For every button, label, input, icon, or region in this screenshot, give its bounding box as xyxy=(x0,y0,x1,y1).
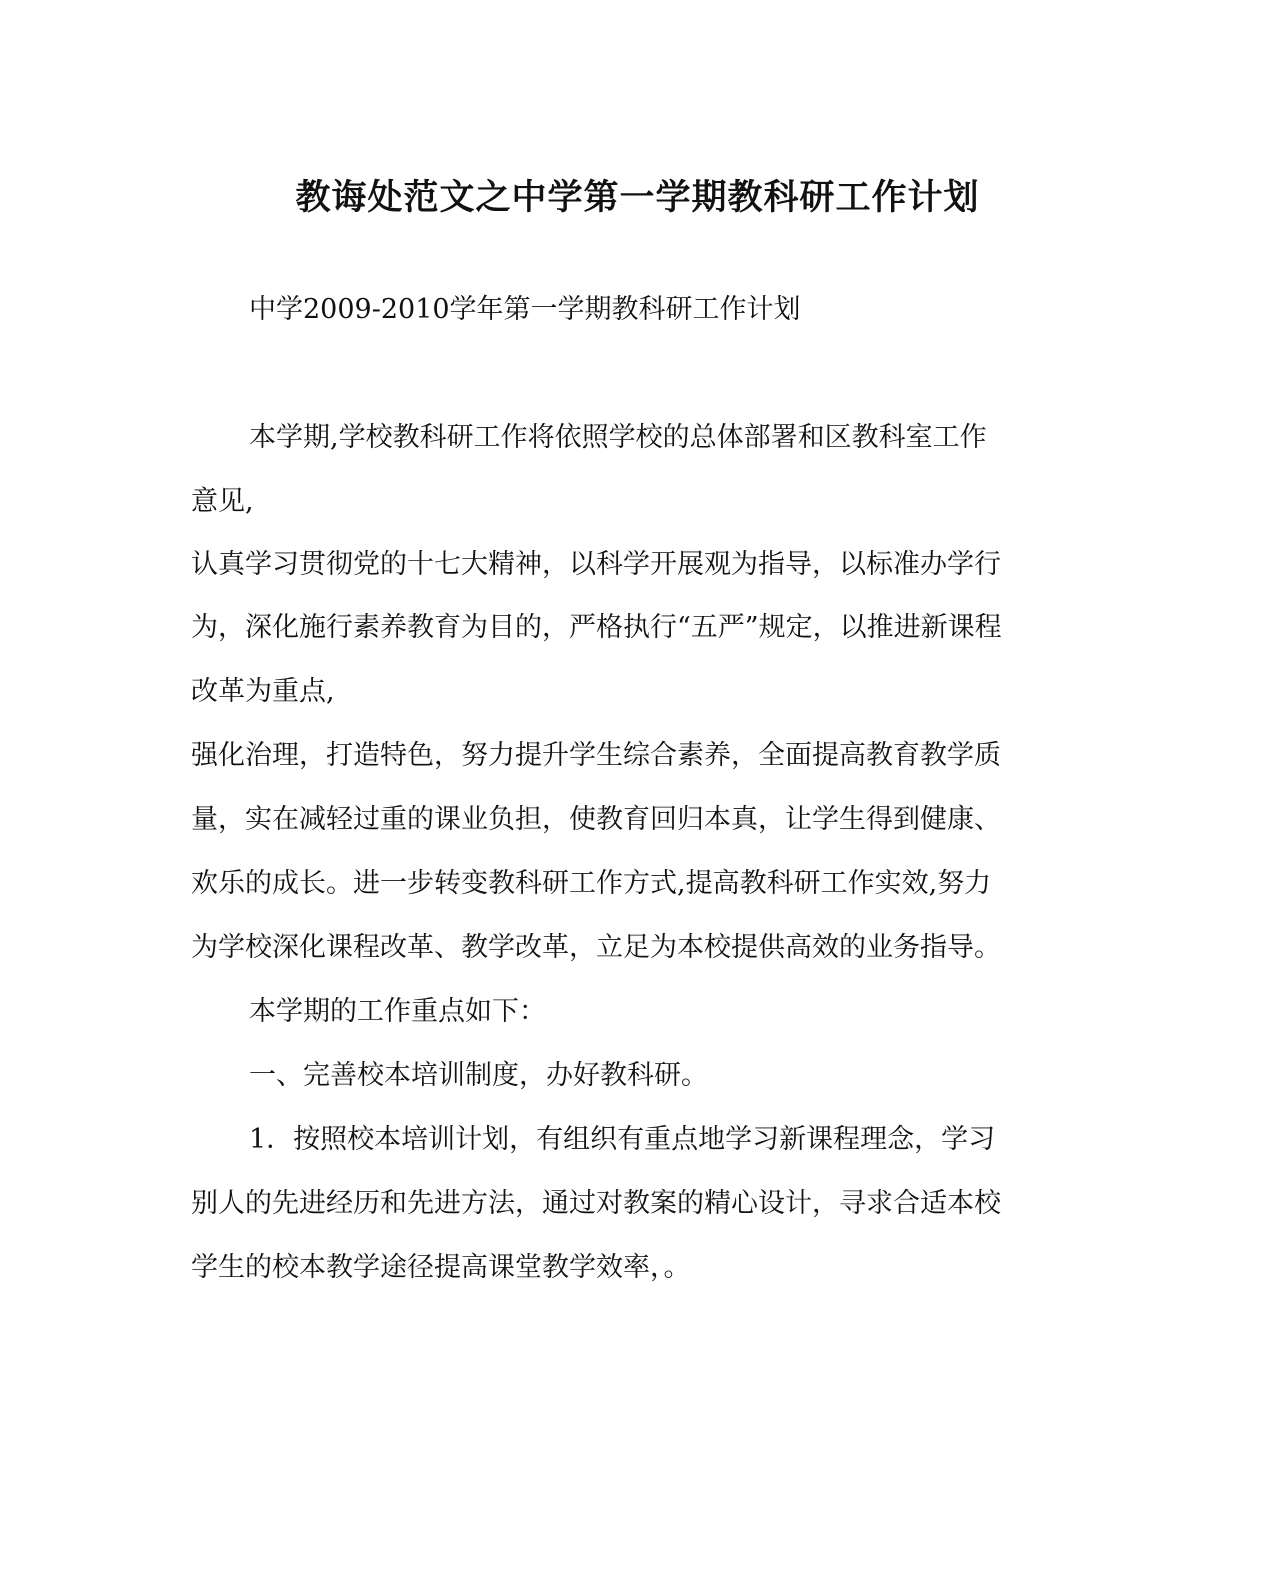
body-line: 量，实在减轻过重的课业负担，使教育回归本真，让学生得到健康、 xyxy=(191,804,1001,835)
body-line: 改革为重点, xyxy=(191,676,335,707)
body-line: 欢乐的成长。进一步转变教科研工作方式,提高教科研工作实效,努力 xyxy=(191,868,992,899)
body-line: 别人的先进经历和先进方法，通过对教案的精心设计，寻求合适本校 xyxy=(191,1188,1001,1219)
body-line: 为，深化施行素养教育为目的，严格执行“五严”规定，以推进新课程 xyxy=(191,612,1002,643)
body-line: 认真学习贯彻党的十七大精神，以科学开展观为指导，以标准办学行 xyxy=(191,549,1001,580)
body-line: 本学期,学校教科研工作将依照学校的总体部署和区教科室工作 xyxy=(249,422,987,453)
body-line: 学生的校本教学途径提高课堂教学效率，。 xyxy=(191,1252,691,1283)
document-title: 教诲处范文之中学第一学期教科研工作计划 xyxy=(295,177,980,218)
body-line: 为学校深化课程改革、教学改革，立足为本校提供高效的业务指导。 xyxy=(191,932,1001,963)
body-line: 1．按照校本培训计划，有组织有重点地学习新课程理念，学习 xyxy=(249,1124,996,1155)
body-line: 强化治理，打造特色，努力提升学生综合素养，全面提高教育教学质 xyxy=(191,740,1001,771)
body-line: 本学期的工作重点如下： xyxy=(249,996,546,1027)
section-heading: 一、完善校本培训制度，办好教科研。 xyxy=(249,1060,708,1091)
body-line: 意见, xyxy=(191,486,254,517)
document-subtitle: 中学2009-2010学年第一学期教科研工作计划 xyxy=(249,294,801,325)
